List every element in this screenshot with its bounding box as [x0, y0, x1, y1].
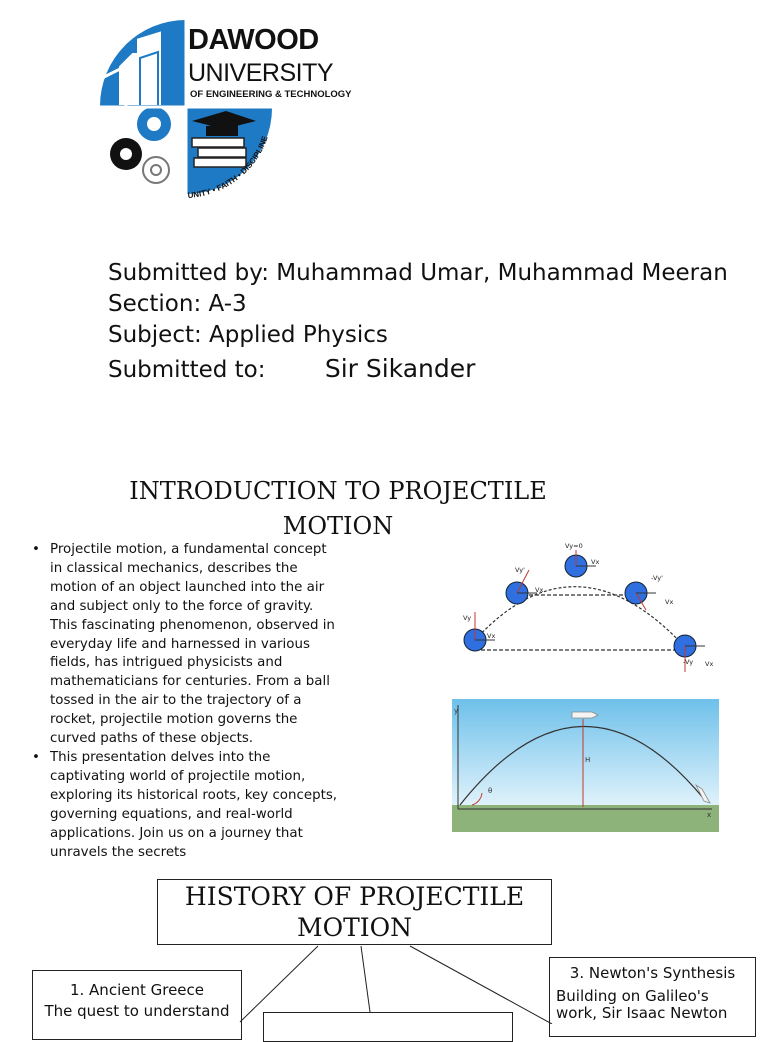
- history-box-newton: [549, 957, 756, 1037]
- label-vx-2: Vx: [535, 586, 544, 594]
- newton-text: Building on Galileo's work, Sir Isaac Newton: [556, 987, 728, 1022]
- subject-label: Subject:: [108, 322, 202, 348]
- subject-value: Applied Physics: [209, 322, 388, 348]
- logo-motto: UNITY • FAITH • DISCIPLINE: [187, 134, 270, 200]
- rocket-trajectory-diagram: [452, 699, 719, 832]
- label-axis-x: x: [707, 811, 712, 819]
- history-box-ancient-greece: [32, 970, 242, 1040]
- submitted-to-label: Submitted to:: [108, 357, 266, 383]
- submitted-to-row: [108, 353, 728, 386]
- submission-info: [108, 258, 728, 386]
- label-vy-prime: Vy': [515, 566, 525, 574]
- intro-bullet-1: • Projectile motion, a fundamental concept in classical mechanics, describes the motion of an object launched into the air and subject only to the force of gravity. This fascinating phenomenon, observed in everyday life and harnessed in various fields, has intrigued physicists and mathematicians for centuries. From a ball tossed in the air to the trajectory of a rocket, projectile motion governs the curved paths of these objects.: [50, 541, 342, 749]
- section-row: [108, 289, 728, 320]
- history-title-box: [157, 879, 552, 945]
- newton-title: 3. Newton's Synthesis: [569, 964, 736, 982]
- label-axis-y: y: [454, 707, 459, 715]
- section-value: A-3: [208, 291, 247, 317]
- label-vx-5: Vx: [705, 660, 714, 668]
- submitted-by-value: Muhammad Umar, Muhammad Meeran: [276, 260, 728, 286]
- submitted-to-value: Sir Sikander: [324, 354, 476, 383]
- section-label: Section:: [108, 291, 202, 317]
- history-title: HISTORY OF PROJECTILE MOTION: [184, 882, 525, 942]
- history-box-middle: [263, 1012, 513, 1042]
- logo-name-line3: OF ENGINEERING & TECHNOLOGY: [190, 89, 352, 100]
- university-logo: [66, 8, 366, 213]
- label-vx-4: Vx: [665, 598, 674, 606]
- ancient-greece-text: The quest to understand: [44, 1002, 230, 1020]
- label-vy: Vy: [463, 614, 472, 622]
- submitted-by-row: [108, 258, 728, 289]
- logo-name-line1: DAWOOD: [188, 24, 319, 56]
- submitted-by-label: Submitted by:: [108, 260, 269, 286]
- label-vx-1: Vx: [487, 632, 496, 640]
- logo-name-line2: UNIVERSITY: [188, 59, 334, 87]
- subject-row: [108, 320, 728, 351]
- projectile-velocity-diagram: [455, 540, 730, 675]
- label-height: H: [585, 756, 591, 764]
- label-vy0: Vy=0: [565, 542, 583, 550]
- label-neg-vy: -Vy: [683, 658, 694, 666]
- intro-bullet-2: • This presentation delves into the captivating world of projectile motion, exploring its historical roots, key concepts, governing equations, and real-world applications. Join us on a journey that unravels the secrets: [50, 749, 342, 862]
- ancient-greece-title: 1. Ancient Greece: [69, 981, 205, 999]
- label-neg-vy-prime: -Vy': [651, 574, 663, 582]
- label-vx-top: Vx: [591, 558, 600, 566]
- label-theta: θ: [488, 787, 493, 795]
- rocket-top: [572, 712, 598, 718]
- intro-bullets: [30, 541, 342, 867]
- intro-title: INTRODUCTION TO PROJECTILE MOTION: [129, 477, 547, 540]
